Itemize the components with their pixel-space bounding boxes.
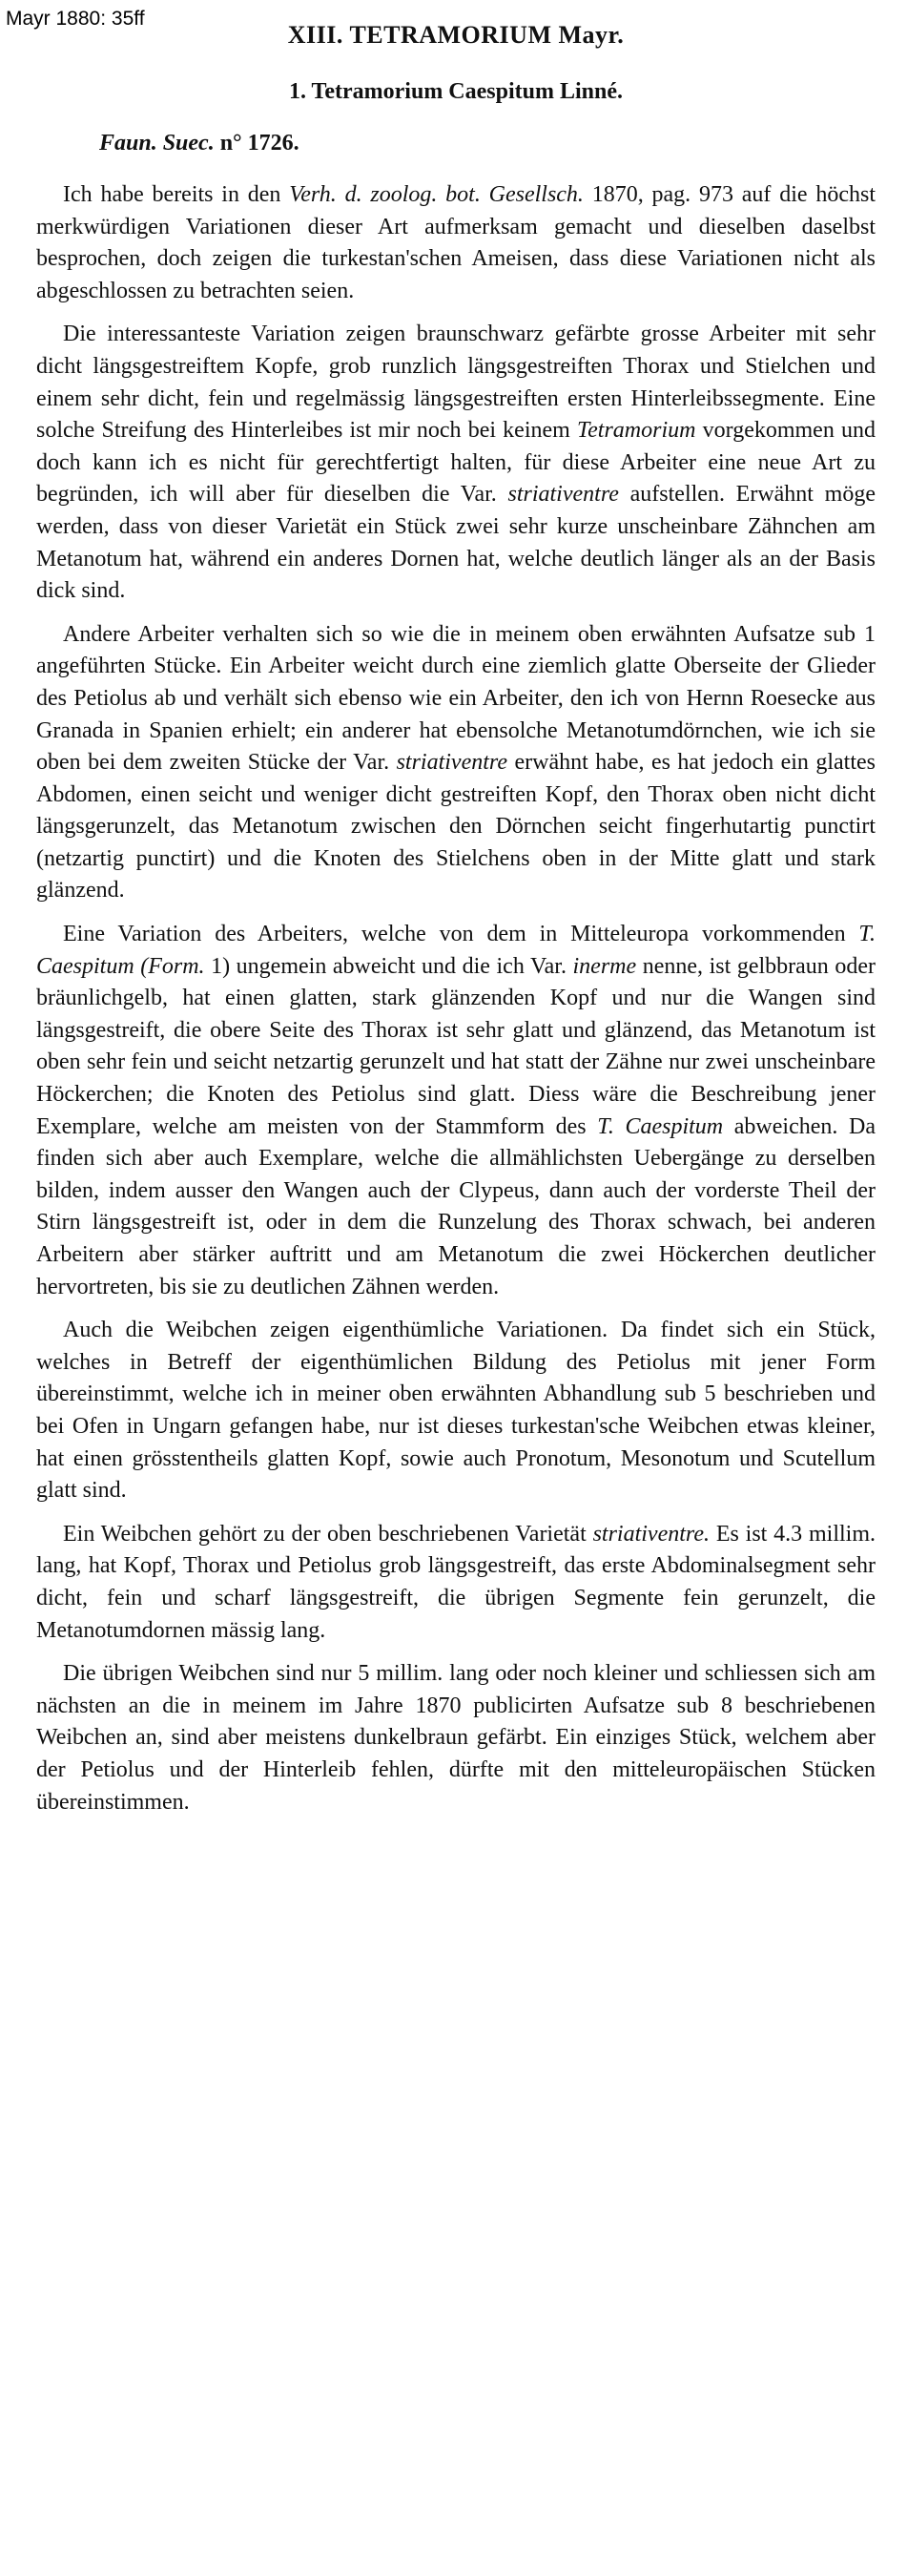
text-run: 1870, pag. 973 auf die höchst merkwürdigen Variationen dieser Art aufmerksam gemacht und dieselben daselbst besprochen, doch zeigen die turkestan'schen Ameisen, dass diese Variationen nicht als abgeschlossen zu betrachten seien. xyxy=(36,182,876,303)
italic-term: striativentre. xyxy=(592,1521,711,1547)
text-run: Die interessanteste Variation zeigen braunschwarz gefärbte grosse Arbeiter mit sehr dicht längsgestreiftem Kopfe, grob runzlich längsgestreiften Thorax und Stielchen und einem sehr dicht, fein und regelmässig längsgestreiften ersten Hinterleibssegmente. Eine solche Streifung des Hinterleibes ist mir noch bei keinem xyxy=(36,322,876,444)
text-run: Die übrigen Weibchen sind nur 5 millim. lang oder noch kleiner und schliessen sich am nächsten an die in meinem im Jahre 1870 publicirten Aufsatze sub 8 beschriebenen Weibchen an, sind aber meistens dunkelbraun gefärbt. Ein einziges Stück, welchem aber der Petiolus und der Hinterleib fehlen, dürfte mit den mitteleuropäischen Stücken übereinstimmen. xyxy=(36,1661,876,1815)
italic-term: inerme xyxy=(572,953,637,979)
paragraph-6 xyxy=(36,1519,876,1647)
text-run: abweichen. Da finden sich aber auch Exemplare, welche die allmählichsten Uebergänge zu derselben bilden, indem ausser den Wangen auch der Clypeus, dann auch der vorderste Theil der Stirn längsgestreift ist, oder in dem die Runzelung des Thorax schwach, bei anderen Arbeitern aber stärker auftritt und am Metanotum die zwei Höckerchen deutlicher hervortreten, bis sie zu deutlichen Zähnen werden. xyxy=(36,1113,876,1299)
text-run: Auch die Weibchen zeigen eigenthümliche Variationen. Da findet sich ein Stück, welches in Betreff der eigenthümlichen Bildung des Petiolus mit jener Form übereinstimmt, welche ich in meiner oben erwähnten Abhandlung sub 5 beschrieben und bei Ofen in Ungarn gefangen habe, nur ist dieses turkestan'sche Weibchen etwas kleiner, hat einen grösstentheils glatten Kopf, sowie auch Pronotum, Mesonotum und Scutellum glatt sind. xyxy=(36,1318,876,1504)
text-run: aufstellen. Erwähnt möge werden, dass von dieser Varietät ein Stück zwei sehr kurze unscheinbare Zähnchen am Metanotum hat, während ein anderes Dornen hat, welche deutlich länger als an der Basis dick sind. xyxy=(36,482,876,604)
italic-term: striativentre xyxy=(507,482,619,508)
paragraph-1 xyxy=(36,179,876,307)
citation-source: Faun. Suec. xyxy=(99,131,215,156)
citation-number: n° 1726. xyxy=(219,131,299,156)
text-run: Ich habe bereits in den xyxy=(63,182,290,207)
page-label: Mayr 1880: 35ff xyxy=(6,8,145,30)
section-heading: XIII. TETRAMORIUM Mayr. xyxy=(287,21,625,49)
italic-term: Verh. d. zoolog. bot. Gesellsch. xyxy=(289,182,584,207)
text-run: Ein Weibchen gehört zu der oben beschriebenen Varietät xyxy=(63,1521,593,1547)
text-run: vorgekommen und doch kann ich es nicht für gerechtfertigt halten, für diese Arbeiter eine neue Art zu begründen, ich will aber für dieselben die Var. xyxy=(36,418,876,508)
text-run: nenne, ist gelbbraun oder bräunlichgelb, hat einen glatten, stark glänzenden Kopf und nur die Wangen sind längsgestreift, die obere Seite des Thorax ist sehr glatt und glänzend, das Metanotum ist oben sehr fein und seicht netzartig gerunzelt und hat statt der Zähne nur zwei unscheinbare Höckerchen; die Knoten des Petiolus sind glatt. Diess wäre die Beschreibung jener Exemplare, welche am meisten von der Stammform des xyxy=(36,953,876,1139)
paragraph-5 xyxy=(36,1315,876,1507)
document-body xyxy=(36,0,876,1818)
citation xyxy=(99,120,876,166)
text-run: 1) ungemein abweicht und die ich Var. xyxy=(204,953,573,979)
paragraph-3 xyxy=(36,619,876,907)
paragraph-2 xyxy=(36,319,876,607)
italic-term: T. Caespitum (Form. xyxy=(36,922,876,979)
text-run: Eine Variation des Arbeiters, welche von dem in Mitteleuropa vorkommenden xyxy=(63,922,859,947)
italic-term: striativentre xyxy=(396,750,508,776)
species-heading: 1. Tetramorium Caespitum Linné. xyxy=(288,79,623,104)
text-run: Andere Arbeiter verhalten sich so wie die in meinem oben erwähnten Aufsatze sub 1 angeführten Stücke. Ein Arbeiter weicht durch eine ziemlich glatte Oberseite der Glieder des Petiolus ab und verhält sich ebenso wie ein Arbeiter, den ich von Hernn Roesecke aus Granada in Spanien erhielt; ein anderer hat ebensolche Metanotumdörnchen, wie ich sie oben bei dem zweiten Stücke der Var. xyxy=(36,621,876,776)
italic-term: T. Caespitum xyxy=(597,1113,724,1139)
paragraph-4 xyxy=(36,919,876,1303)
text-run: Es ist 4.3 millim. lang, hat Kopf, Thorax und Petiolus grob längsgestreift, das erste Abdominalsegment sehr dicht, fein und scharf längsgestreift, die übrigen Segmente fein gerunzelt, die Metanotumdornen mässig lang. xyxy=(36,1521,876,1643)
text-run: erwähnt habe, es hat jedoch ein glattes Abdomen, einen seicht und weniger dicht gestreiften Kopf, den Thorax oben nicht dicht längsgerunzelt, das Metanotum zwischen den Dörnchen seicht fingerhutartig punctirt (netzartig punctirt) und die Knoten des Stielchens oben in der Mitte glatt und stark glänzend. xyxy=(36,750,876,904)
paragraph-7 xyxy=(36,1658,876,1818)
italic-term: Tetramorium xyxy=(576,418,696,444)
